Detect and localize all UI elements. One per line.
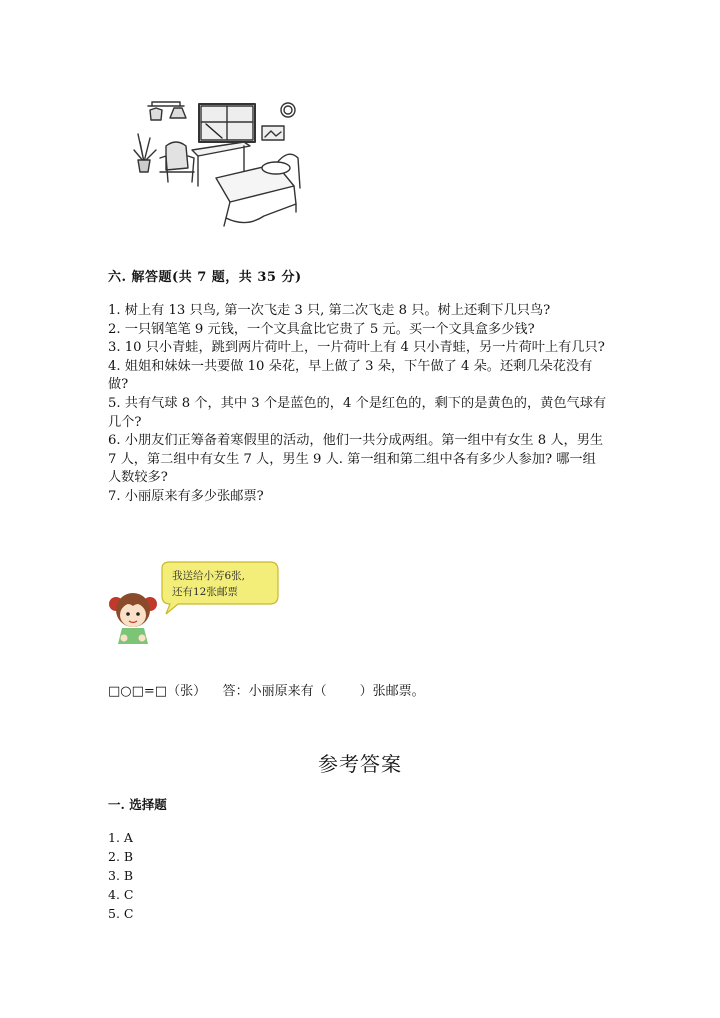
room-illustration — [126, 98, 306, 230]
section-heading: 六. 解答题(共 7 题，共 35 分) — [108, 270, 302, 285]
answer-list — [108, 828, 133, 923]
question-4: 4. 姐姐和妹妹一共要做 10 朵花，早上做了 3 朵，下午做了 4 朵。还剩几朵花没有做? — [108, 358, 593, 393]
answer-item-5: 5. C — [108, 906, 134, 921]
question-list — [108, 302, 608, 507]
question-7: 7. 小丽原来有多少张邮票? — [108, 488, 264, 504]
speech-bubble-line-1: 我送给小芳6张, — [172, 570, 246, 582]
girl-speech-illustration — [104, 560, 282, 644]
answer-item-4: 4. C — [108, 887, 134, 902]
question-2: 2. 一只钢笔笔 9 元钱，一个文具盒比它贵了 5 元。买一个文具盒多少钱? — [108, 321, 535, 337]
answer-item-2: 2. B — [108, 849, 134, 864]
answer-line: □○□=□（张） 答：小丽原来有（ ）张邮票。 — [108, 684, 425, 699]
answer-item-1: 1. A — [108, 830, 133, 845]
question-1: 1. 树上有 13 只鸟, 第一次飞走 3 只, 第二次飞走 8 只。树上还剩下几只鸟? — [108, 303, 551, 318]
question-5: 5. 共有气球 8 个，其中 3 个是蓝色的，4 个是红色的，剩下的是黄色的，黄色气球有几个? — [108, 395, 607, 430]
speech-bubble-line-2: 还有12张邮票 — [172, 586, 238, 598]
answer-item-3: 3. B — [108, 868, 134, 883]
question-3: 3. 10 只小青蛙，跳到两片荷叶上，一片荷叶上有 4 只小青蛙，另一片荷叶上有几只? — [108, 340, 605, 356]
question-6: 6. 小朋友们正筹备着寒假里的活动，他们一共分成两组。第一组中有女生 8 人，男生 7 人，第二组中有女生 7 人，男生 9 人. 第一组和第二组中各有多少人参加? 哪一组人数较多? — [108, 433, 604, 486]
answer-key-section-heading: 一. 选择题 — [108, 797, 167, 812]
answer-key-title: 参考答案 — [318, 752, 402, 776]
